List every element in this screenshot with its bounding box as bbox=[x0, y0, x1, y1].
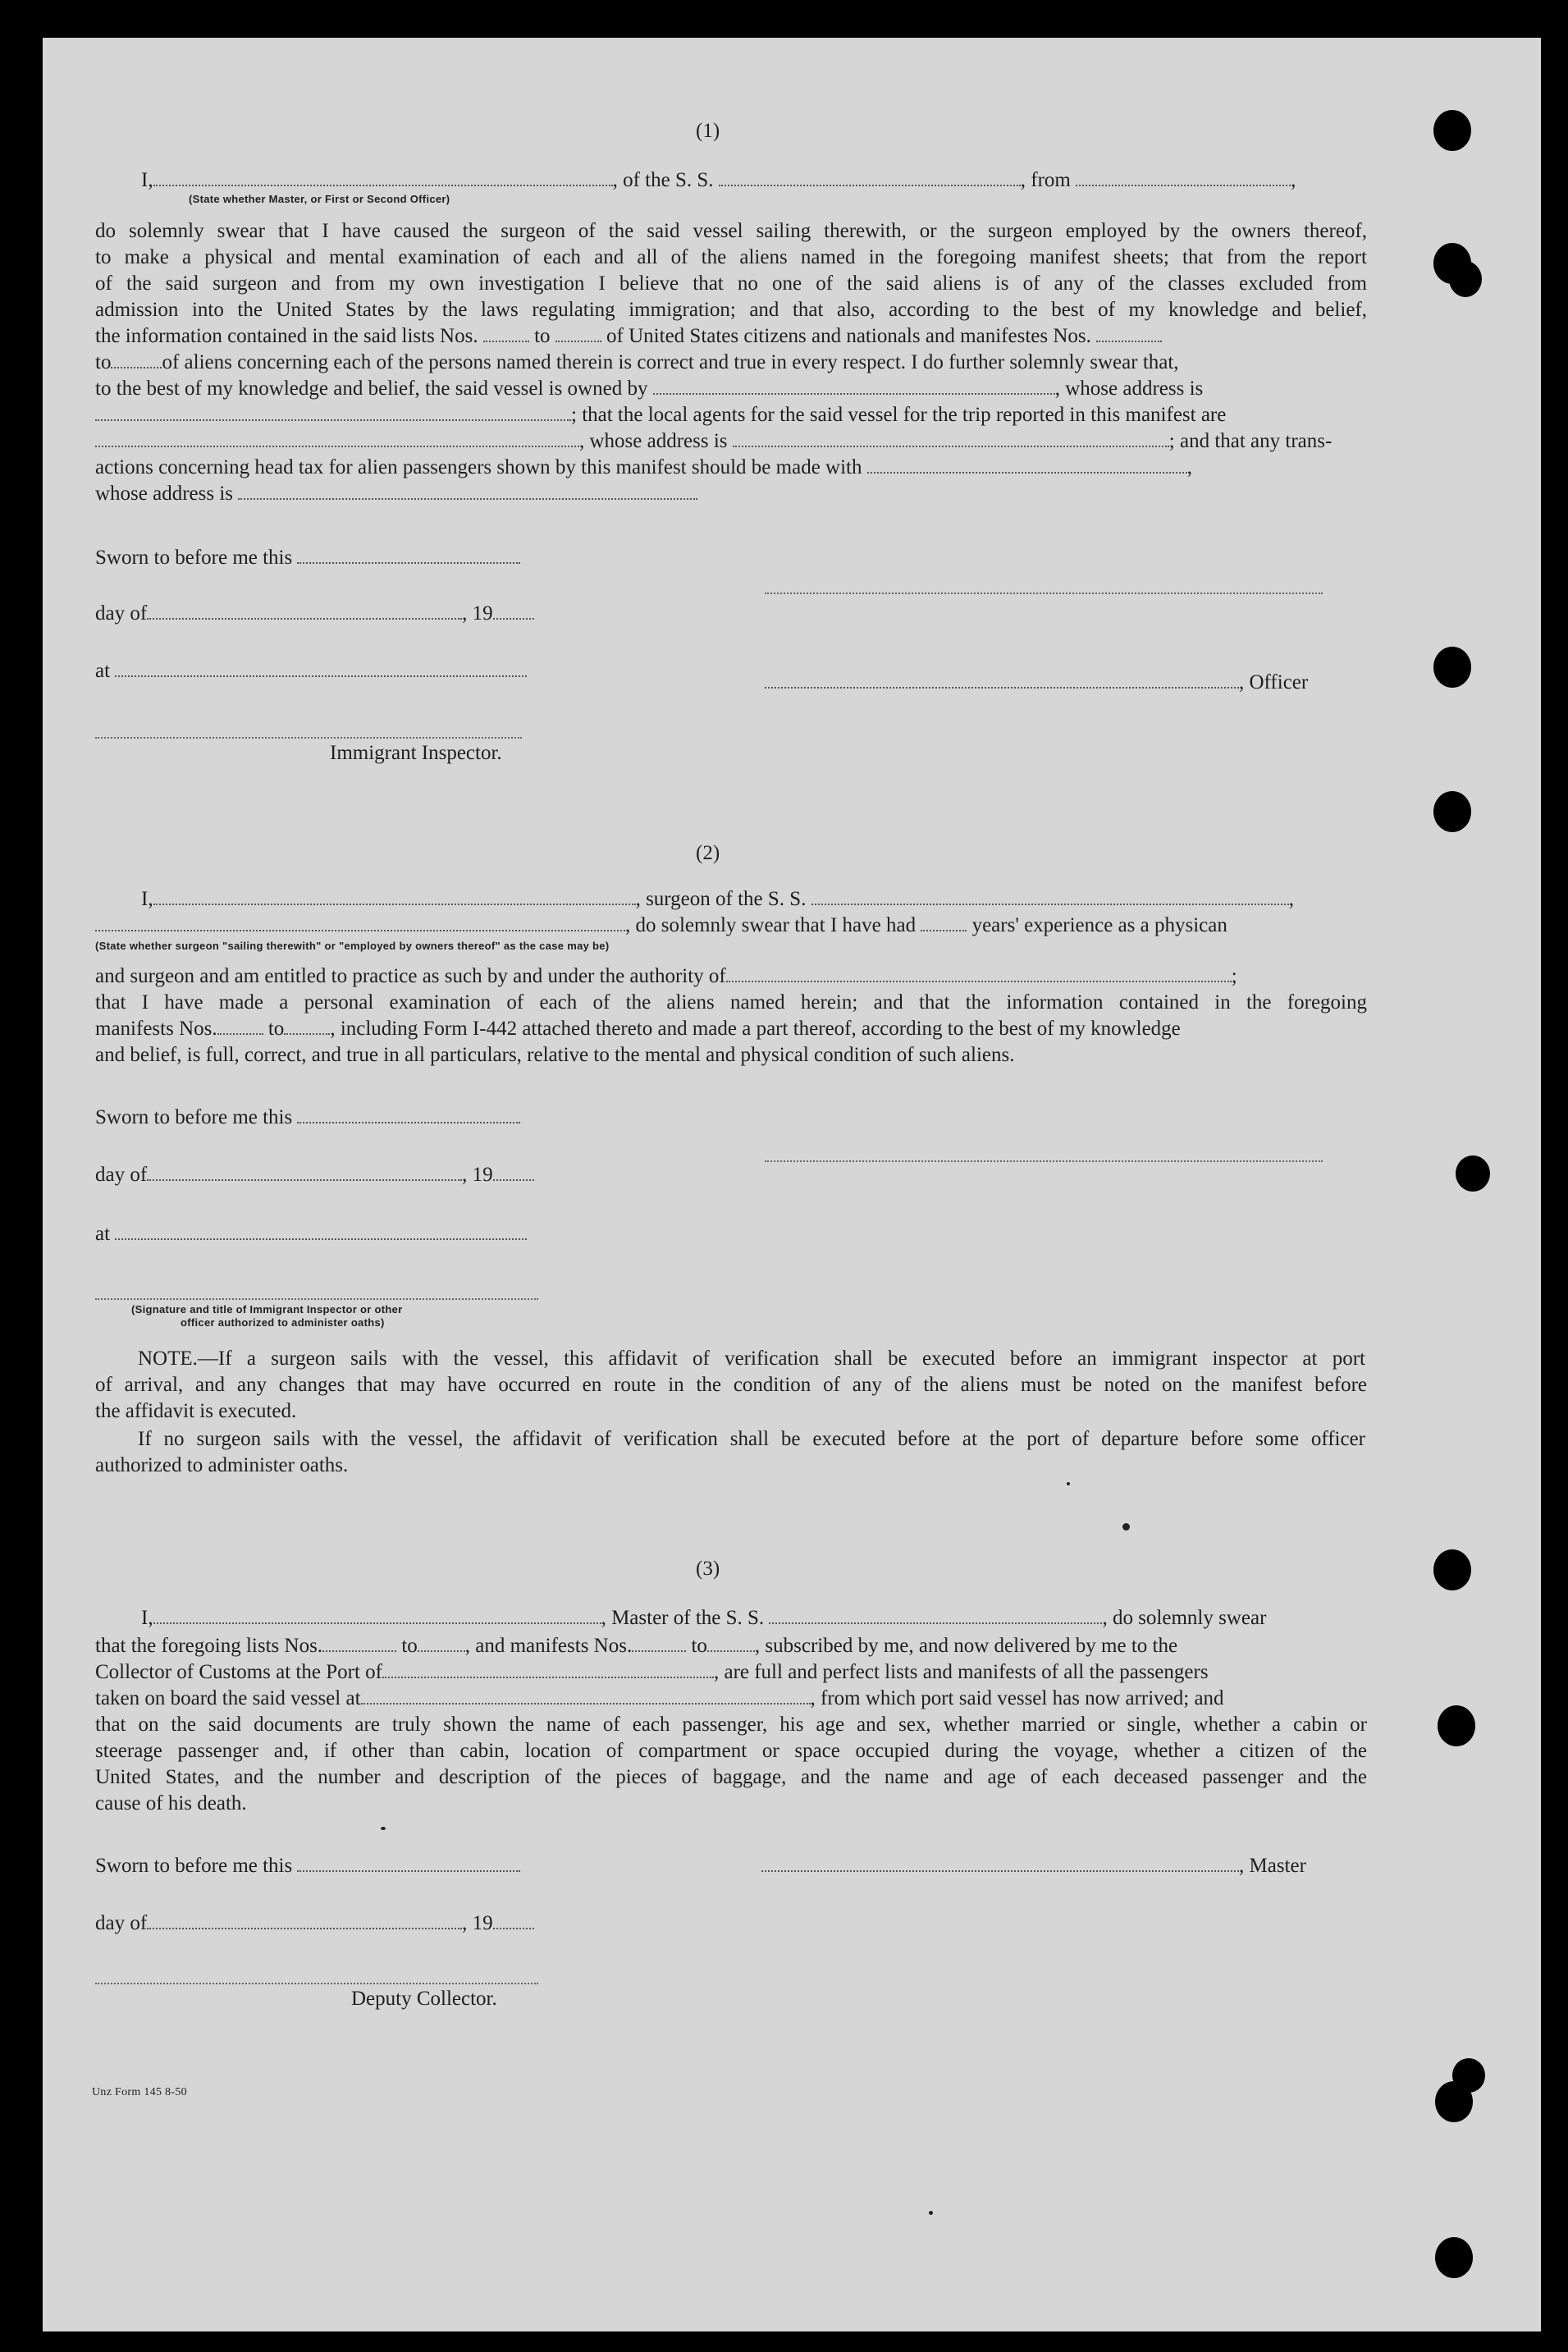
note-line: authorized to administer oaths. bbox=[95, 1454, 349, 1476]
master-signature: , Master bbox=[761, 1855, 1306, 1878]
contact-address-field bbox=[238, 483, 697, 500]
list-number-field bbox=[418, 1636, 465, 1652]
oath-text-line: that on the said documents are truly shown the name of each passenger, his age and sex, whether married or single, whether a cabin or bbox=[95, 1714, 1367, 1736]
sworn-line: Sworn to before me this bbox=[95, 1106, 520, 1129]
years-experience-field bbox=[921, 915, 967, 931]
inspector-signature-line bbox=[95, 1298, 538, 1300]
oath-text-line: to make a physical and mental examination of each and all of the aliens named in the foregoing manifest sheets; that from the report bbox=[95, 246, 1367, 268]
oath-text-line: ; that the local agents for the said vessel for the trip reported in this manifest are bbox=[95, 404, 1226, 427]
oath-text-line: to of aliens concerning each of the persons named therein is correct and true in every respect. I do further solemnly swear that, bbox=[95, 351, 1179, 373]
officer-name-field bbox=[153, 170, 613, 186]
manifest-number-field bbox=[284, 1018, 330, 1035]
section-number: (3) bbox=[696, 1558, 720, 1580]
collector-caption: Deputy Collector. bbox=[351, 1988, 497, 2010]
head-tax-contact-field bbox=[867, 457, 1187, 474]
note-line: NOTE.—If a surgeon sails with the vessel, this affidavit of verification shall be executed before an immigrant inspector at port bbox=[138, 1348, 1365, 1370]
oath-text-line: the information contained in the said lists Nos. to of United States citizens and nationals and manifestes Nos. bbox=[95, 325, 1162, 348]
owner-address-field bbox=[95, 405, 571, 421]
customs-port-field bbox=[382, 1662, 714, 1678]
ink-speck bbox=[1122, 1523, 1130, 1531]
master-signature-field bbox=[761, 1856, 1239, 1872]
day-of-line: day of , 19 bbox=[95, 1912, 534, 1935]
sworn-line: Sworn to before me this bbox=[95, 547, 520, 570]
sworn-line: Sworn to before me this bbox=[95, 1855, 520, 1878]
manifest-number-field bbox=[632, 1636, 686, 1652]
officer-signature-field bbox=[765, 672, 1239, 689]
oath-text-line: , whose address is ; and that any trans- bbox=[95, 430, 1332, 453]
list-number-field bbox=[483, 326, 529, 342]
place-field bbox=[115, 1224, 527, 1240]
manifest-number-field bbox=[217, 1018, 263, 1035]
oath-text-line: whose address is bbox=[95, 483, 697, 506]
oath-text-line: that I have made a personal examination of each of the aliens named herein; and that the information contained in the foregoing bbox=[95, 991, 1367, 1014]
field-hint: (State whether Master, or First or Second Officer) bbox=[189, 193, 450, 205]
port-from-field bbox=[1076, 170, 1291, 186]
oath-text-line: Collector of Customs at the Port of , are full and perfect lists and manifests of all the passengers bbox=[95, 1661, 1209, 1683]
oath-text-line: of the said surgeon and from my own investigation I believe that no one of the said aliens is of any of the classes excluded from bbox=[95, 272, 1367, 295]
punch-hole bbox=[1435, 2081, 1473, 2122]
list-number-field bbox=[555, 326, 601, 342]
sworn-date-field bbox=[297, 1856, 520, 1872]
oath-first-line: I, , Master of the S. S. , do solemnly swear bbox=[141, 1607, 1267, 1629]
oath-text-line: manifests Nos. to , including Form I-442 attached thereto and made a part thereof, according to the best of my knowledge bbox=[95, 1018, 1181, 1040]
oath-text-line: do solemnly swear that I have caused the surgeon of the said vessel sailing therewith, or the surgeon employed by the owners thereof, bbox=[95, 220, 1367, 242]
oath-text-line: admission into the United States by the laws regulating immigration; and that also, according to the best of my knowledge and belief, bbox=[95, 299, 1367, 321]
officer-signature: , Officer bbox=[765, 671, 1308, 694]
punch-hole bbox=[1456, 1155, 1490, 1192]
year-field bbox=[493, 1913, 534, 1929]
ink-speck bbox=[1067, 1482, 1070, 1485]
sworn-date-field bbox=[297, 547, 520, 564]
month-field bbox=[147, 603, 462, 620]
agents-address-field bbox=[733, 431, 1169, 447]
ink-speck bbox=[381, 1827, 386, 1830]
signature-line bbox=[765, 1160, 1323, 1162]
day-of-line: day of , 19 bbox=[95, 1164, 534, 1187]
local-agents-field bbox=[95, 431, 579, 447]
inspector-signature-line bbox=[95, 737, 522, 739]
master-name-field bbox=[153, 1608, 601, 1624]
oath-text-line: cause of his death. bbox=[95, 1792, 247, 1814]
punch-hole bbox=[1449, 261, 1482, 297]
oath-first-line: I, , surgeon of the S. S. , bbox=[141, 888, 1294, 910]
inspector-caption: Immigrant Inspector. bbox=[330, 742, 502, 764]
oath-text-line: to the best of my knowledge and belief, the said vessel is owned by , whose address is bbox=[95, 378, 1204, 400]
form-number: Unz Form 145 8-50 bbox=[92, 2086, 187, 2098]
section-number: (2) bbox=[696, 842, 720, 864]
month-field bbox=[147, 1165, 462, 1181]
punch-hole bbox=[1433, 1549, 1471, 1590]
oath-text-line: steerage passenger and, if other than cabin, location of compartment or space occupied during the voyage, whether a citizen of the bbox=[95, 1740, 1367, 1762]
manifest-number-field bbox=[707, 1636, 755, 1652]
oath-text-line: that the foregoing lists Nos. to , and manifests Nos. to , subscribed by me, and now delivered by me to the bbox=[95, 1635, 1178, 1657]
signature-line bbox=[765, 593, 1323, 594]
signature-hint: (Signature and title of Immigrant Inspector or other bbox=[131, 1303, 403, 1316]
vessel-owner-field bbox=[653, 378, 1055, 395]
sworn-date-field bbox=[297, 1107, 520, 1123]
year-field bbox=[493, 1165, 534, 1181]
oath-text-line: and belief, is full, correct, and true in all particulars, relative to the mental and physical condition of such aliens. bbox=[95, 1044, 1015, 1066]
year-field bbox=[493, 603, 534, 620]
vessel-name-field bbox=[811, 889, 1289, 905]
note-line: the affidavit is executed. bbox=[95, 1400, 297, 1422]
place-field bbox=[115, 661, 527, 677]
oath-text-line: actions concerning head tax for alien passengers shown by this manifest should be made with , bbox=[95, 456, 1192, 478]
oath-text-line: United States, and the number and description of the pieces of baggage, and the name and age of each deceased passenger and the bbox=[95, 1766, 1367, 1788]
surgeon-status-field bbox=[95, 915, 625, 931]
punch-hole bbox=[1433, 110, 1471, 151]
surgeon-name-field bbox=[153, 889, 636, 905]
day-of-line: day of , 19 bbox=[95, 602, 534, 625]
authority-field bbox=[726, 966, 1232, 982]
at-line: at bbox=[95, 660, 527, 683]
punch-hole bbox=[1433, 791, 1471, 832]
oath-text-line: , do solemnly swear that I have had years' experience as a physican bbox=[95, 914, 1227, 937]
oath-first-line: I, , of the S. S. , from , bbox=[141, 169, 1296, 191]
punch-hole bbox=[1433, 647, 1471, 688]
month-field bbox=[147, 1913, 462, 1929]
signature-hint: officer authorized to administer oaths) bbox=[181, 1316, 385, 1329]
note-line: If no surgeon sails with the vessel, the affidavit of verification shall be executed before at the port of departure before some officer bbox=[138, 1428, 1365, 1450]
punch-hole bbox=[1435, 2237, 1473, 2278]
oath-text-line: taken on board the said vessel at , from which port said vessel has now arrived; and bbox=[95, 1687, 1224, 1709]
at-line: at bbox=[95, 1223, 527, 1246]
field-hint: (State whether surgeon "sailing therewith" or "employed by owners thereof" as the case may be) bbox=[95, 940, 610, 952]
vessel-name-field bbox=[719, 170, 1021, 186]
manifest-number-field bbox=[111, 352, 162, 368]
manifest-verification-form bbox=[43, 38, 1541, 2331]
ink-speck bbox=[929, 2211, 933, 2215]
boarding-port-field bbox=[361, 1688, 811, 1705]
vessel-name-field bbox=[769, 1608, 1102, 1624]
list-number-field bbox=[322, 1636, 396, 1652]
oath-text-line: and surgeon and am entitled to practice as such by and under the authority of ; bbox=[95, 965, 1237, 987]
collector-signature-line bbox=[95, 1983, 538, 1984]
punch-hole bbox=[1438, 1705, 1475, 1746]
note-line: of arrival, and any changes that may have occurred en route in the condition of any of the aliens must be noted on the manifest before bbox=[95, 1374, 1367, 1396]
manifest-number-field bbox=[1096, 326, 1162, 342]
section-number: (1) bbox=[696, 120, 720, 142]
